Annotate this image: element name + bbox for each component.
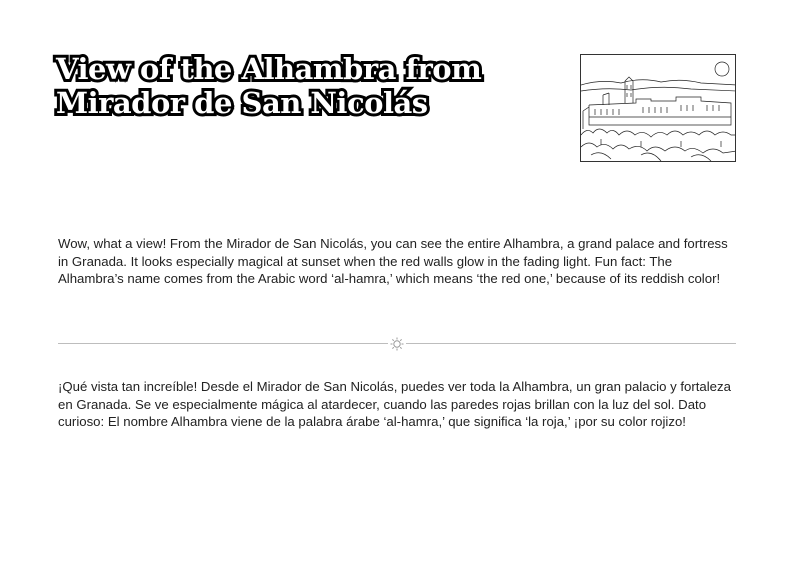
english-paragraph: Wow, what a view! From the Mirador de San Nicolás, you can see the entire Alhambra, a grand palace and fortress in Granada. It looks especially magical at sunset when the red walls glow in the fading light. Fun fact: The Alhambra’s name comes from the Arabic word ‘al-hamra,’ which means ‘the red one,’ because of its reddish color! (58, 236, 728, 286)
page-title (56, 52, 556, 120)
alhambra-illustration (580, 54, 736, 162)
divider-line-right (406, 343, 736, 344)
title-line-2: Mirador de San Nicolás (56, 86, 428, 120)
spanish-paragraph: ¡Qué vista tan increíble! Desde el Mirador de San Nicolás, puedes ver toda la Alhambra, un gran palacio y fortaleza en Granada. Se ve especialmente mágica al atardecer, cuando las paredes rojas brillan con la luz del sol. Dato curioso: El nombre Alhambra viene de la palabra árabe ‘al-hamra,’ que significa ‘la roja,’ ¡por su color rojizo! (58, 379, 731, 429)
divider-line-left (58, 343, 388, 344)
section-divider (58, 336, 736, 352)
title-line-1: View of the Alhambra from (56, 52, 482, 86)
alhambra-sketch-icon (581, 55, 736, 162)
sun-ornament-icon (390, 336, 404, 352)
